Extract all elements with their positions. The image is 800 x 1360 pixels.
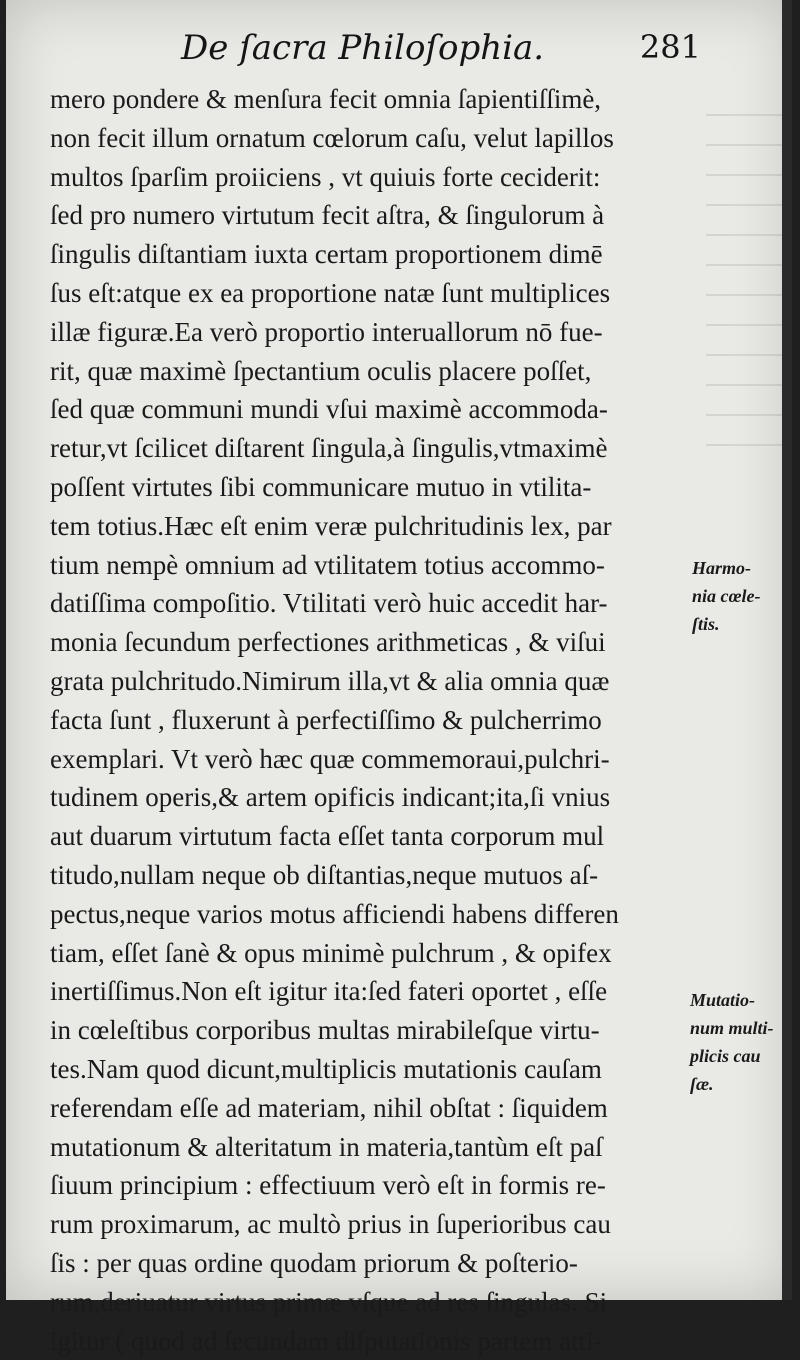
page-header <box>181 28 701 78</box>
text-line: rit, quæ maximè ſpectantium oculis placere poſſet, <box>50 352 690 391</box>
text-line: titudo,nullam neque ob diſtantias,neque mutuos aſ- <box>50 856 690 895</box>
running-head: De ſacra Philoſophia. <box>181 28 544 68</box>
text-line: mutationum & alteritatum in materia,tantùm eſt paſ <box>50 1128 690 1167</box>
text-line: tium nempè omnium ad vtilitatem totius accommo- <box>50 546 690 585</box>
text-line: tes.Nam quod dicunt,multiplicis mutationis cauſam <box>50 1050 690 1089</box>
text-line: ſed pro numero virtutum fecit aſtra, & ſingulorum à <box>50 196 690 235</box>
text-line: referendam eſſe ad materiam, nihil obſtat : ſiquidem <box>50 1089 690 1128</box>
marginal-note-mutationum <box>690 986 774 1098</box>
text-line: tiam, eſſet ſanè & opus minimè pulchrum , & opifex <box>50 934 690 973</box>
text-line: illæ figuræ.Ea verò proportio interuallorum nō fue- <box>50 313 690 352</box>
note-line: ſtis. <box>692 610 760 638</box>
text-line: ſis : per quas ordine quodam priorum & poſterio- <box>50 1244 690 1283</box>
book-page <box>6 0 792 1300</box>
text-line: rum,deriuatur virtus primæ vſque ad res ſingulas. Si <box>50 1283 690 1322</box>
note-line: Harmo- <box>692 554 760 582</box>
marginal-note-harmonia <box>692 554 760 638</box>
text-line: ſus eſt:atque ex ea proportione natæ ſunt multiplices <box>50 274 690 313</box>
text-line: grata pulchritudo.Nimirum illa,vt & alia omnia quæ <box>50 662 690 701</box>
text-line: tem totius.Hæc eſt enim veræ pulchritudinis lex, par <box>50 507 690 546</box>
note-line: Mutatio- <box>690 986 774 1014</box>
page-edge-shadow <box>782 0 792 1300</box>
text-line: in cœleſtibus corporibus multas mirabileſque virtu- <box>50 1011 690 1050</box>
text-line: tudinem operis,& artem opificis indicant;ita,ſi vnius <box>50 778 690 817</box>
text-line: ſed quæ communi mundi vſui maximè accommoda- <box>50 390 690 429</box>
note-line: ſæ. <box>690 1070 774 1098</box>
text-line: facta ſunt , fluxerunt à perfectiſſimo & pulcherrimo <box>50 701 690 740</box>
main-text-block <box>50 80 690 1360</box>
note-line: plicis cau <box>690 1042 774 1070</box>
page-number: 281 <box>640 28 701 66</box>
text-line: monia ſecundum perfectiones arithmeticas , & viſui <box>50 623 690 662</box>
note-line: nia cœle- <box>692 582 760 610</box>
text-line: mero pondere & menſura fecit omnia ſapientiſſimè, <box>50 80 690 119</box>
text-line: multos ſparſim proiiciens , vt quiuis forte ceciderit: <box>50 158 690 197</box>
text-line: pectus,neque varios motus afficiendi habens differen <box>50 895 690 934</box>
text-line: datiſſima compoſitio. Vtilitati verò huic accedit har- <box>50 584 690 623</box>
text-line: ſiuum principium : effectiuum verò eſt in formis re- <box>50 1166 690 1205</box>
text-line: inertiſſimus.Non eſt igitur ita:ſed fateri oportet , eſſe <box>50 972 690 1011</box>
text-line: poſſent virtutes ſibi communicare mutuo in vtilita- <box>50 468 690 507</box>
note-line: num multi- <box>690 1014 774 1042</box>
text-line: exemplari. Vt verò hæc quæ commemoraui,pulchri- <box>50 740 690 779</box>
text-line: rum proximarum, ac multò prius in ſuperioribus cau <box>50 1205 690 1244</box>
text-line: igitur ( quod ad ſecundam diſputationis partem atti- <box>50 1322 690 1360</box>
text-line: ſingulis diſtantiam iuxta certam proportionem dimē <box>50 235 690 274</box>
show-through-ink <box>706 100 786 460</box>
text-line: aut duarum virtutum facta eſſet tanta corporum mul <box>50 817 690 856</box>
text-line: non fecit illum ornatum cœlorum caſu, velut lapillos <box>50 119 690 158</box>
text-line: retur,vt ſcilicet diſtarent ſingula,à ſingulis,vtmaximè <box>50 429 690 468</box>
